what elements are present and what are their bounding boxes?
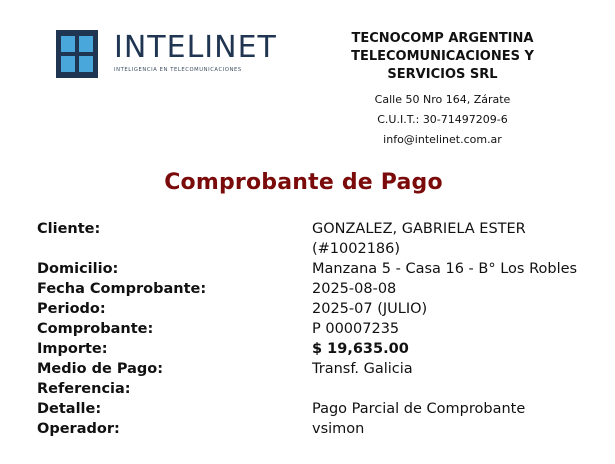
importe-value: $ 19,635.00 (312, 341, 409, 357)
row-detalle (37, 399, 597, 419)
fecha-value: 2025-08-08 (312, 281, 397, 297)
comprobante-label: Comprobante: (37, 321, 154, 337)
row-importe (37, 339, 597, 359)
fecha-label: Fecha Comprobante: (37, 281, 207, 297)
row-periodo (37, 299, 597, 319)
referencia-label: Referencia: (37, 381, 131, 397)
row-referencia (37, 379, 597, 399)
payment-details (37, 219, 597, 439)
operador-value: vsimon (312, 421, 365, 437)
cliente-label: Cliente: (37, 221, 101, 237)
company-name: TECNOCOMP ARGENTINA TELECOMUNICACIONES Y SERVICIOS SRL (351, 31, 534, 82)
medio-pago-value: Transf. Galicia (312, 361, 413, 377)
row-domicilio (37, 259, 597, 279)
domicilio-label: Domicilio: (37, 261, 119, 277)
detalle-label: Detalle: (37, 401, 102, 417)
company-info (330, 30, 555, 150)
logo-tagline: INTELIGENCIA EN TELECOMUNICACIONES (114, 67, 242, 73)
page-title: Comprobante de Pago (164, 170, 443, 195)
intelinet-logo-icon (56, 30, 98, 78)
detalle-value: Pago Parcial de Comprobante (312, 401, 526, 417)
company-cuit: C.U.I.T.: 30-71497209-6 (377, 113, 508, 126)
domicilio-value: Manzana 5 - Casa 16 - B° Los Robles (312, 261, 578, 277)
medio-pago-label: Medio de Pago: (37, 361, 164, 377)
logo-wordmark: INTELINET (114, 30, 277, 65)
periodo-label: Periodo: (37, 301, 106, 317)
row-operador (37, 419, 597, 439)
importe-label: Importe: (37, 341, 108, 357)
row-comprobante (37, 319, 597, 339)
periodo-value: 2025-07 (JULIO) (312, 301, 428, 317)
company-address: Calle 50 Nro 164, Zárate (374, 93, 511, 106)
row-medio-pago (37, 359, 597, 379)
comprobante-value: P 00007235 (312, 321, 400, 337)
company-email: info@intelinet.com.ar (383, 133, 502, 146)
intelinet-logo (56, 30, 296, 80)
row-fecha (37, 279, 597, 299)
operador-label: Operador: (37, 421, 120, 437)
cliente-value: GONZALEZ, GABRIELA ESTER (#1002186) (312, 221, 526, 257)
row-cliente (37, 219, 597, 259)
